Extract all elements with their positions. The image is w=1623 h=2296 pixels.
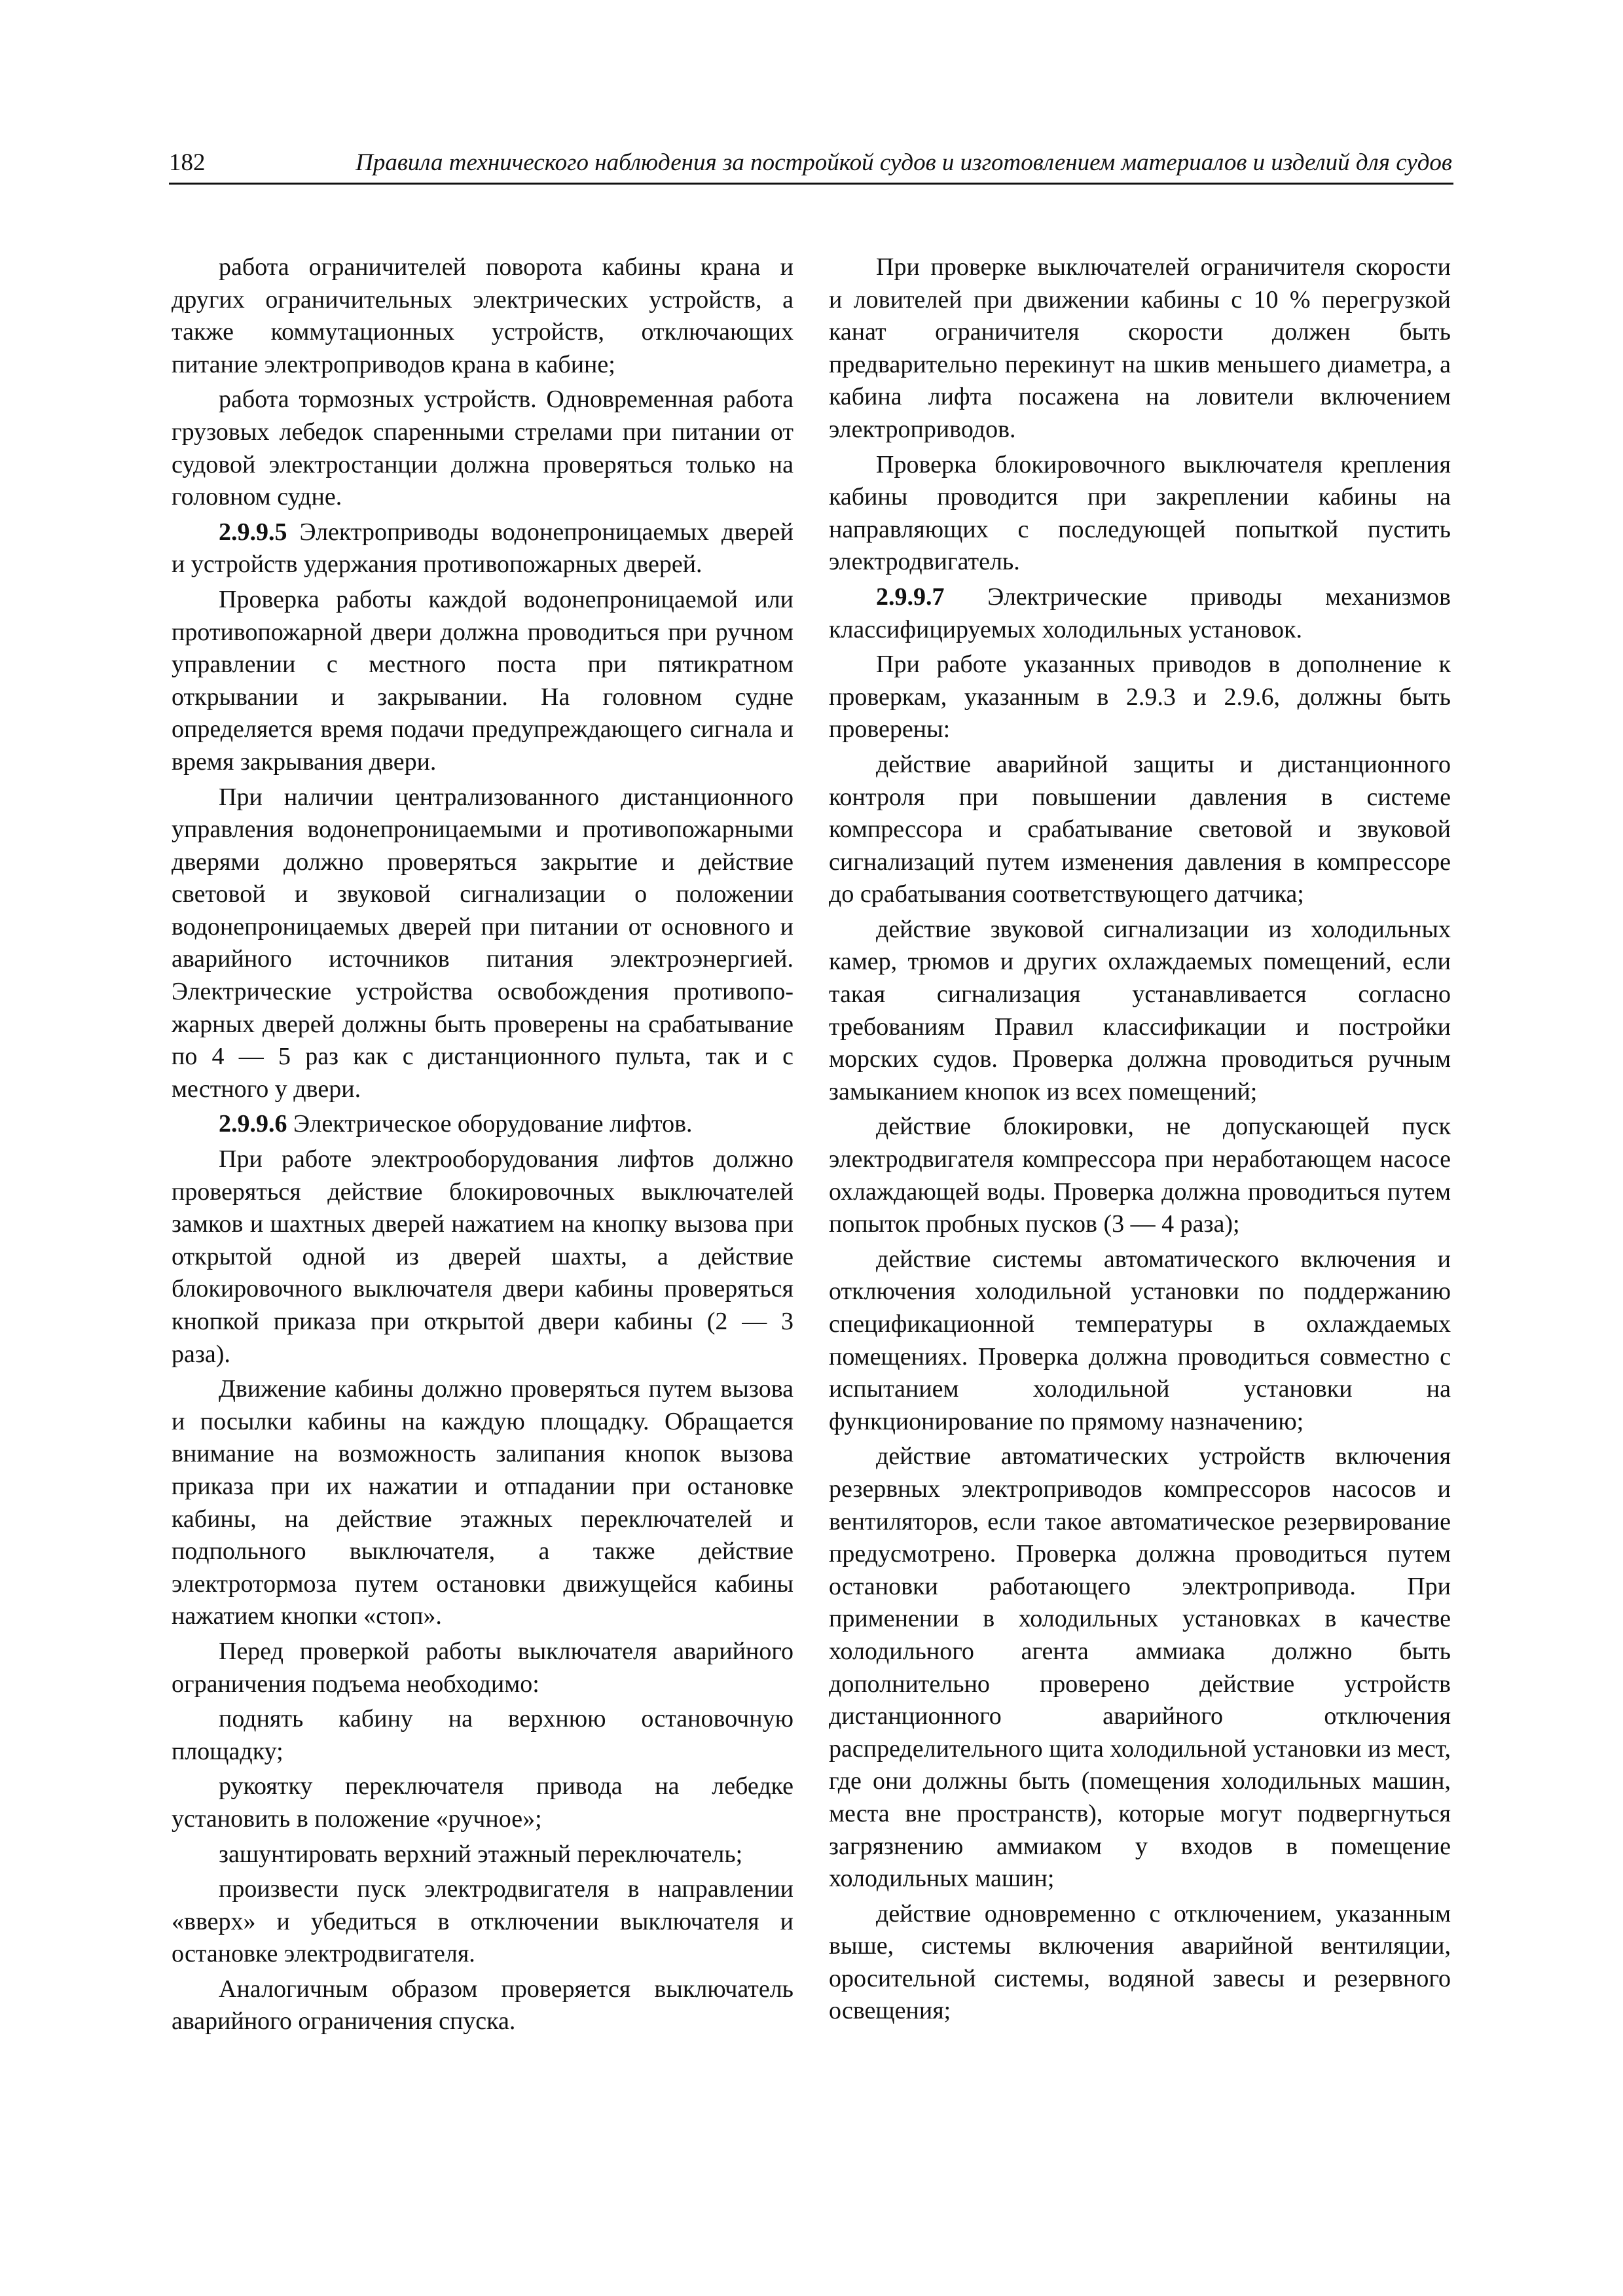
paragraph [829, 649, 1451, 746]
paragraph-text: При проверке выключателей ограничителя скорости и ловителей при движении кабины с 10 % перегрузкой канат ограничителя скорости должен быть предварительно перекинут на шкив меньшего диаметра, а кабина лифта посажена на ловители включением электроприводов. [829, 253, 1451, 443]
section-paragraph [829, 581, 1451, 646]
paragraph-text: При работе указанных приводов в дополнение к проверкам, указанным в 2.9.3 и 2.9.6, должны быть проверены: [829, 651, 1451, 744]
paragraph-text: работа тормозных устройств. Одновременная работа грузовых лебедок спаренными стрелами при питании от судовой электростанции должна проверяться только на головном судне. [172, 386, 793, 511]
paragraph [829, 914, 1451, 1109]
paragraph-text: Проверка работы каждой водонепроницаемой или противопожарной двери должна проводиться при ручном управлении с местного поста при пятикратном открывании и закрывании. На головном судне определяется время подачи предупреждающего сигнала и время закрывания двери. [172, 585, 793, 776]
paragraph-text: действие автоматических устройств включения резервных электроприводов компрессоров насосов и вентиляторов, если такое автоматическое резервирование предусмотрено. Проверка должна проводиться путем остановки работающего электропривода. При применении в холодильных установках в качестве холодильного агента аммиака должно быть дополнительно проверено действие устройств дистанционного аварийного отключения распределительного щита холодильной установки из мест, где они должны быть (помещения холодильных машин, места вне пространств), которые могут подвергнуться загрязнению аммиаком у входов в помещение холодильных машин; [829, 1443, 1451, 1893]
paragraph [172, 1703, 793, 1768]
paragraph [172, 1143, 793, 1371]
paragraph [172, 1973, 793, 2038]
paragraph [829, 1898, 1451, 2028]
paragraph-text: Движение кабины должно проверяться путем вызова и посылки кабины на каждую площадку. Обращается внимание на возможность залипания кнопок вызова приказа при их нажатии и отпадании при остановке кабины, на действие этажных переключателей и подпольного выключателя, а также действие электротормоза путем остановки движущейся кабины нажатием кнопки «стоп». [172, 1375, 793, 1630]
paragraph [829, 1441, 1451, 1895]
paragraph [172, 1839, 793, 1871]
page-number: 182 [169, 149, 206, 176]
paragraph [172, 584, 793, 779]
right-column [829, 251, 1451, 2030]
paragraph [172, 384, 793, 513]
section-paragraph [172, 1108, 793, 1141]
left-column [172, 251, 793, 2041]
paragraph [829, 449, 1451, 579]
paragraph [829, 1244, 1451, 1439]
paragraph-text: действие одновременно с отключением, указанным выше, системы включения аварийной вентиляции, оросительной системы, водяной завесы и резервного освещения; [829, 1899, 1451, 2025]
paragraph-text: Электрические приводы механизмов классифицируемых холодильных установок. [829, 583, 1451, 643]
paragraph-text: Перед проверкой работы выключателя аварийного ограничения подъема необходимо: [172, 1637, 793, 1698]
paragraph [172, 1770, 793, 1835]
section-number: 2.9.9.5 [219, 518, 287, 546]
paragraph-text: Электрическое оборудование лифтов. [287, 1110, 693, 1138]
paragraph-text: действие системы автоматического включения и отключения холодильной установки по поддержанию спецификационной температуры в охлаждаемых помещениях. Проверка должна проводиться совместно с испытанием холодильной установки на функционирование по прямому назначению; [829, 1245, 1451, 1435]
header-rule [169, 183, 1453, 185]
paragraph [172, 1636, 793, 1700]
section-number: 2.9.9.7 [876, 583, 945, 611]
paragraph-text: зашунтировать верхний этажный переключатель; [219, 1840, 743, 1868]
page-header [169, 148, 1452, 181]
paragraph-text: При работе электрооборудования лифтов должно проверяться действие блокировочных выключателей замков и шахтных дверей нажатием на кнопку вызова при открытой одной из дверей шахты, а действие блокировочного выключателя двери кабины проверяться кнопкой приказа при открытой двери кабины (2 — 3 раза). [172, 1145, 793, 1368]
paragraph [172, 781, 793, 1106]
paragraph-text: поднять кабину на верхнюю остановочную площадку; [172, 1705, 793, 1765]
paragraph-text: работа ограничителей поворота кабины крана и других ограничительных электрических устройств, а также коммутационных устройств, отключающих питание электроприводов крана в кабине; [172, 253, 793, 378]
paragraph [829, 1111, 1451, 1240]
paragraph [172, 1373, 793, 1633]
paragraph-text: действие звуковой сигнализации из холодильных камер, трюмов и других охлаждаемых помещений, если такая сигнализация устанавливается согласно требованиям Правил классификации и постройки морских судов. Проверка должна проводиться ручным замыканием кнопок из всех помещений; [829, 915, 1451, 1105]
section-paragraph [172, 516, 793, 581]
paragraph-text: Аналогичным образом проверяется выключатель аварийного ограничения спуска. [172, 1975, 793, 2036]
paragraph-text: действие аварийной защиты и дистанционного контроля при повышении давления в системе компрессора и срабатывание световой и звуковой сигнализаций путем изменения давления в компрессоре до срабатывания соответствующего датчика; [829, 750, 1451, 908]
paragraph-text: При наличии централизованного дистанционного управления водонепроницаемыми и противопожарными дверями должно проверяться закрытие и действие световой и звуковой сигнализации о положении водонепроницаемых дверей при питании от основного и аварийного источников питания электроэнергией. Электрические устройства освобождения противопожарных дверей должны быть проверены на срабатывание по 4 — 5 раз как с дистанционного пульта, так и с местного у двери. [172, 783, 793, 1103]
running-title: Правила технического наблюдения за постройкой судов и изготовлением материалов и изделий для судов [356, 149, 1452, 176]
section-number: 2.9.9.6 [219, 1110, 287, 1138]
paragraph [172, 251, 793, 381]
paragraph-text: Проверка блокировочного выключателя крепления кабины проводится при закреплении кабины на направляющих с последующей попыткой пустить электродвигатель. [829, 450, 1451, 576]
paragraph [829, 749, 1451, 911]
paragraph-text: Электроприводы водонепроницаемых дверей и устройств удержания противопожарных дверей. [172, 518, 793, 579]
paragraph [172, 1873, 793, 1971]
paragraph-text: действие блокировки, не допускающей пуск электродвигателя компрессора при неработающем насосе охлаждающей воды. Проверка должна проводиться путем попыток пробных пусков (3 — 4 раза); [829, 1113, 1451, 1238]
paragraph-text: произвести пуск электродвигателя в направлении «вверх» и убедиться в отключении выключателя и остановке электродвигателя. [172, 1875, 793, 1968]
paragraph [829, 251, 1451, 446]
paragraph-text: рукоятку переключателя привода на лебедке установить в положение «ручное»; [172, 1772, 793, 1833]
